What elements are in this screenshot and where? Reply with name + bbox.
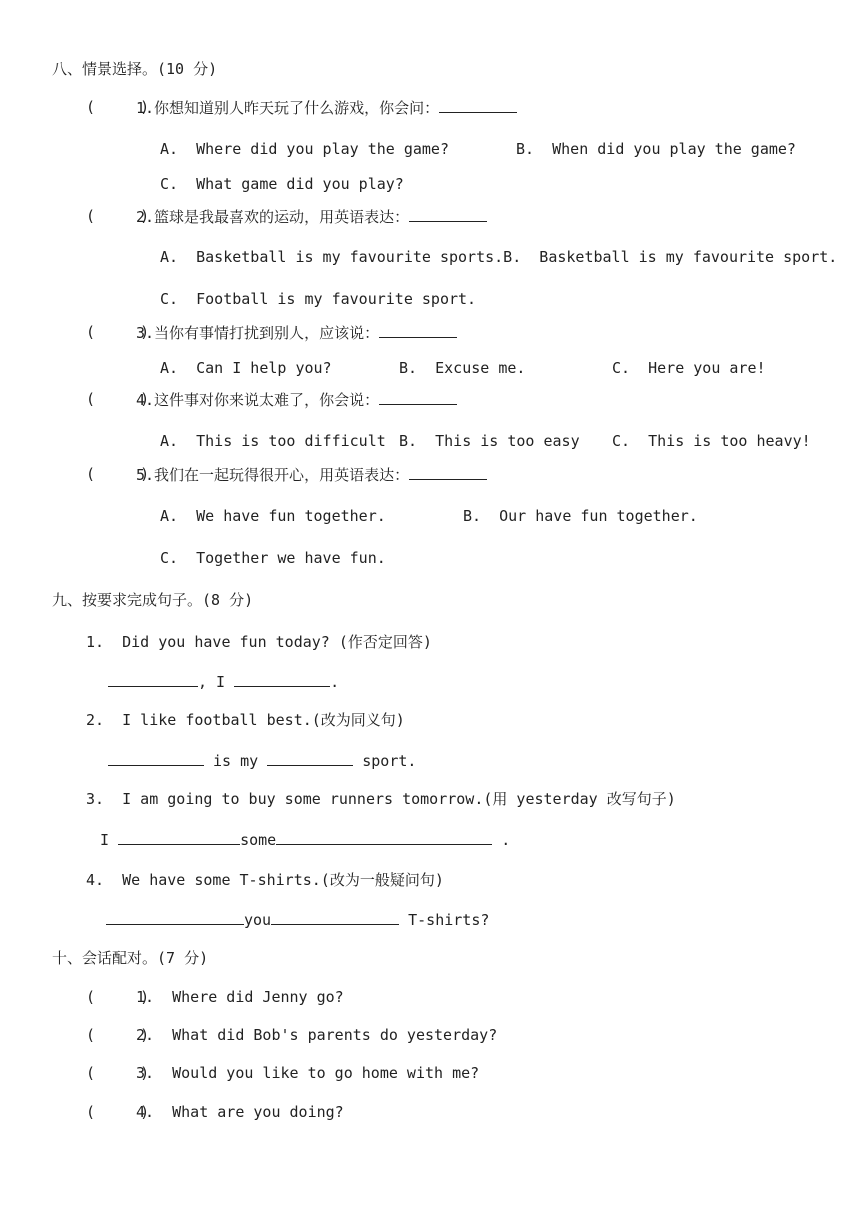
- answer-paren-d3[interactable]: ( ): [86, 1064, 150, 1082]
- section-10-title: 十、会话配对。(7 分): [52, 949, 209, 967]
- answer-text: some: [240, 831, 277, 849]
- answer-paren-q2[interactable]: ( ): [86, 207, 150, 225]
- answer-paren-d4[interactable]: ( ): [86, 1103, 150, 1121]
- answer-text: sport.: [362, 752, 417, 770]
- answer-blank[interactable]: [118, 829, 240, 845]
- question-5-prompt: 5.我们在一起玩得很开心，用英语表达：: [136, 466, 410, 484]
- question-2-prompt: 2.篮球是我最喜欢的运动，用英语表达：: [136, 208, 410, 226]
- answer-blank[interactable]: [234, 671, 330, 687]
- answer-blank[interactable]: [379, 389, 457, 405]
- q3-option-a: A. Can I help you?: [160, 359, 332, 377]
- question-5-text: [136, 464, 487, 485]
- dialogue-item-3: 3. Would you like to go home with me?: [136, 1064, 480, 1082]
- q3-option-b: B. Excuse me.: [399, 359, 526, 377]
- answer-paren-q4[interactable]: ( ): [86, 390, 150, 408]
- answer-blank[interactable]: [108, 750, 204, 766]
- q4-option-b: B. This is too easy: [399, 432, 580, 450]
- answer-text: I: [100, 831, 110, 849]
- answer-text: .: [330, 673, 340, 691]
- q5-option-b: B. Our have fun together.: [463, 507, 698, 525]
- question-1-prompt: 1.你想知道别人昨天玩了什么游戏，你会问：: [136, 99, 440, 117]
- answer-paren-d1[interactable]: ( ): [86, 988, 150, 1006]
- sentence-2-prompt: 2. I like football best.(改为同义句): [86, 711, 405, 729]
- question-3-prompt: 3.当你有事情打扰到别人，应该说：: [136, 324, 380, 342]
- section-8-title: 八、情景选择。(10 分): [52, 60, 218, 78]
- answer-blank[interactable]: [108, 671, 198, 687]
- q1-option-c: C. What game did you play?: [160, 175, 404, 193]
- question-4-prompt: 4.这件事对你来说太难了，你会说：: [136, 391, 380, 409]
- sentence-4-prompt: 4. We have some T-shirts.(改为一般疑问句): [86, 871, 444, 889]
- sentence-3-prompt: 3. I am going to buy some runners tomorrow.(用 yesterday 改写句子): [86, 790, 676, 808]
- sentence-1-answer-line: [108, 671, 339, 692]
- answer-blank[interactable]: [271, 909, 399, 925]
- answer-blank[interactable]: [106, 909, 244, 925]
- q4-option-a: A. This is too difficult: [160, 432, 386, 450]
- answer-text: you: [244, 911, 272, 929]
- answer-blank[interactable]: [276, 829, 492, 845]
- sentence-3-answer-line: [100, 829, 510, 850]
- answer-paren-q5[interactable]: ( ): [86, 465, 150, 483]
- answer-blank[interactable]: [409, 464, 487, 480]
- answer-text: .: [501, 831, 511, 849]
- sentence-2-answer-line: [108, 750, 416, 771]
- answer-blank[interactable]: [379, 322, 457, 338]
- answer-blank[interactable]: [267, 750, 353, 766]
- section-9-title: 九、按要求完成句子。(8 分): [52, 591, 254, 609]
- answer-blank[interactable]: [409, 206, 487, 222]
- q5-option-a: A. We have fun together.: [160, 507, 386, 525]
- dialogue-item-2: 2. What did Bob's parents do yesterday?: [136, 1026, 498, 1044]
- q1-option-b: B. When did you play the game?: [516, 140, 796, 158]
- answer-text: is my: [213, 752, 259, 770]
- q2-options-ab: A. Basketball is my favourite sports.B. Basketball is my favourite sport.: [160, 248, 838, 266]
- question-3-text: [136, 322, 457, 343]
- sentence-4-answer-line: [106, 909, 489, 930]
- q4-option-c: C. This is too heavy!: [612, 432, 811, 450]
- q2-option-c: C. Football is my favourite sport.: [160, 290, 477, 308]
- question-2-text: [136, 206, 487, 227]
- q5-option-c: C. Together we have fun.: [160, 549, 386, 567]
- dialogue-item-4: 4. What are you doing?: [136, 1103, 344, 1121]
- answer-paren-d2[interactable]: ( ): [86, 1026, 150, 1044]
- answer-text: , I: [198, 673, 226, 691]
- question-1-text: [136, 97, 517, 118]
- answer-paren-q3[interactable]: ( ): [86, 323, 150, 341]
- question-4-text: [136, 389, 457, 410]
- answer-blank[interactable]: [439, 97, 517, 113]
- q3-option-c: C. Here you are!: [612, 359, 766, 377]
- q1-option-a: A. Where did you play the game?: [160, 140, 449, 158]
- answer-text: T-shirts?: [408, 911, 490, 929]
- dialogue-item-1: 1. Where did Jenny go?: [136, 988, 344, 1006]
- answer-paren-q1[interactable]: ( ): [86, 98, 150, 116]
- sentence-1-prompt: 1. Did you have fun today? (作否定回答): [86, 633, 432, 651]
